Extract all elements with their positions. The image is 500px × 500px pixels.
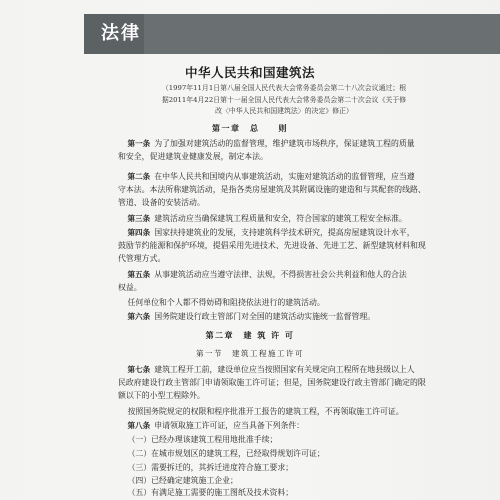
article-3: 第三条 建筑活动应当确保建筑工程质量和安全，符合国家的建筑工程安全标准。 — [127, 214, 407, 223]
article-7-paragraph-2: 按照国务院规定的权限和程序批准开工报告的建筑工程，不再领取施工许可证。 — [127, 407, 404, 416]
article-5: 第五条 从事建筑活动应当遵守法律、法规，不得损害社会公共利益和他人的合法 权益。 — [118, 270, 407, 293]
clause-2: （二）在城市规划区的建筑工程，已经取得规划许可证； — [127, 449, 325, 458]
article-label: 第四条 — [127, 228, 151, 237]
preamble-line: 改〈中华人民共和国建筑法〉的决定》修正） — [215, 107, 353, 115]
header-band — [84, 14, 500, 54]
article-label: 第八条 — [127, 421, 151, 430]
preamble-line: （1997年11月1日第八届全国人民代表大会常务委员会第二十八次会议通过；根 — [161, 84, 407, 92]
article-7: 第七条 建筑工程开工前，建设单位应当按照国家有关规定向工程所在地县级以上人 民政府建设行政主管部门申请领取施工许可证；但是，国务院建设行政主管部门确定的限 额以下的小型工程除外。 — [118, 365, 426, 401]
chapter-heading-2: 第二章 建 筑 许 可 — [205, 331, 295, 340]
document-title: 中华人民共和国建筑法 — [184, 65, 315, 80]
article-label: 第七条 — [127, 365, 151, 374]
preamble-line: 据2011年4月22日第十一届全国人民代表大会常务委员会第二十次会议《关于修 — [161, 95, 407, 104]
article-5-paragraph-2: 任何单位和个人都不得妨碍和阻挠依法进行的建筑活动。 — [127, 298, 325, 307]
article-label: 第二条 — [127, 172, 151, 181]
article-label: 第一条 — [127, 139, 151, 148]
document-preamble — [124, 83, 444, 118]
section-heading-1: 第一节 建筑工程施工许可 — [196, 349, 304, 358]
article-label: 第三条 — [127, 214, 151, 223]
article-2: 第二条 在中华人民共和国境内从事建筑活动，实施对建筑活动的监督管理，应当遵 守本法。本法所称建筑活动，是指各类房屋建筑及其附属设施的建造和与其配套的线路、 管道、设备的安装活动。 — [118, 172, 426, 208]
article-6: 第六条 国务院建设行政主管部门对全国的建筑活动实施统一监督管理。 — [127, 312, 376, 321]
article-label: 第五条 — [127, 270, 151, 279]
chapter-heading-1: 第一章 总 则 — [212, 124, 288, 133]
article-label: 第六条 — [127, 312, 151, 321]
clause-4: （四）已经确定建筑施工企业； — [127, 476, 238, 485]
article-4: 第四条 国家扶持建筑业的发展，支持建筑科学技术研究，提高房屋建筑设计水平， 鼓励节约能源和保护环境，提倡采用先进技术、先进设备、先进工艺、新型建筑材料和现 代管理方式。 — [118, 228, 426, 264]
article-8: 第八条 申请领取施工许可证，应当具备下列条件： — [127, 421, 305, 430]
header-label: 法律 — [101, 23, 141, 44]
article-1: 第一条 为了加强对建筑活动的监督管理，维护建筑市场秩序，保证建筑工程的质量 和安全，促进建筑业健康发展，制定本法。 — [118, 139, 415, 162]
clause-5: （五）有满足施工需要的施工图纸及技术资料； — [127, 488, 294, 497]
clause-1: （一）已经办理该建筑工程用地批准手续； — [127, 435, 278, 444]
clause-3: （三）需要拆迁的，其拆迁进度符合施工要求； — [127, 463, 294, 472]
